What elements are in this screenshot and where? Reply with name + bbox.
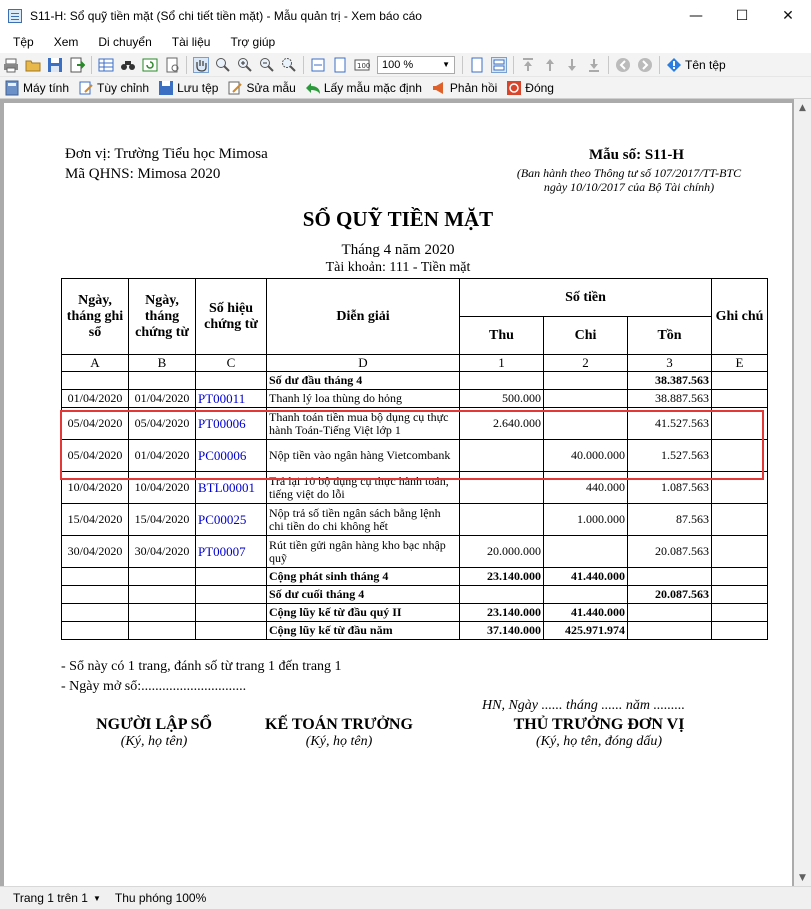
row-description: Nộp tiền vào ngân hàng Vietcombank [267, 440, 460, 472]
next-page-icon[interactable] [564, 57, 580, 73]
header-amount: Số tiền [460, 279, 712, 317]
zoom-icon[interactable] [215, 57, 231, 73]
month-total-income: 23.140.000 [460, 568, 544, 586]
row-date: 10/04/2020 [62, 472, 129, 504]
head-title: THỦ TRƯỞNG ĐƠN VỊ [513, 716, 685, 733]
table-row [62, 390, 768, 408]
edit-template-label: Sửa mẫu [246, 80, 296, 95]
default-template-button[interactable] [301, 78, 427, 98]
vertical-scrollbar[interactable] [794, 99, 811, 886]
footnote-pages: - Sổ này có 1 trang, đánh số từ trang 1 đến trang 1 [61, 659, 342, 674]
report-page [4, 103, 792, 886]
table-row [62, 536, 768, 568]
row-expense [544, 390, 628, 408]
table-row [62, 440, 768, 472]
calculator-icon [4, 80, 20, 96]
row-voucher-date: 30/04/2020 [129, 536, 196, 568]
default-template-label: Lấy mẫu mặc định [323, 80, 422, 95]
title-bar [0, 0, 811, 31]
row-voucher-date: 10/04/2020 [129, 472, 196, 504]
month-total-expense: 41.440.000 [544, 568, 628, 586]
prev-page-icon[interactable] [542, 57, 558, 73]
header-date-voucher: Ngày, tháng chứng từ [129, 279, 196, 355]
column-codes-row [62, 355, 768, 372]
year-total-expense: 425.971.974 [544, 622, 628, 640]
header-description: Diễn giải [267, 279, 460, 355]
svg-text:100: 100 [357, 61, 370, 70]
head-note: (Ký, họ tên, đóng dấu) [536, 734, 662, 749]
feedback-button[interactable] [427, 78, 502, 98]
header-income: Thu [460, 317, 544, 355]
table-icon[interactable] [98, 57, 114, 73]
col-code: D [267, 355, 460, 372]
save-file-button[interactable] [154, 78, 223, 98]
page-indicator[interactable]: Trang 1 trên 1 [13, 891, 88, 905]
report-account: Tài khoản: 111 - Tiền mặt [325, 260, 471, 275]
qhns-code: Mã QHNS: Mimosa 2020 [65, 166, 221, 182]
row-description: Thanh toán tiền mua bộ dụng cụ thực hành Toán-Tiếng Việt lớp 1 [267, 408, 460, 440]
header-expense: Chi [544, 317, 628, 355]
scroll-up-icon[interactable]: ▲ [799, 102, 806, 113]
whole-page-icon[interactable] [332, 57, 348, 73]
first-page-icon[interactable] [520, 57, 536, 73]
report-period: Tháng 4 năm 2020 [341, 242, 455, 258]
row-expense: 40.000.000 [544, 440, 628, 472]
row-expense: 1.000.000 [544, 504, 628, 536]
closing-label: Số dư cuối tháng 4 [267, 586, 460, 604]
form-info [494, 144, 764, 194]
row-balance: 1.527.563 [628, 440, 712, 472]
zoom-area-icon[interactable] [281, 57, 297, 73]
file-name-label[interactable]: Tên tệp [685, 57, 726, 72]
row-description: Trả lại 10 bộ dụng cụ thực hành toán, tiếng việt do lỗi [267, 472, 460, 504]
col-code: B [129, 355, 196, 372]
report-viewer[interactable] [0, 99, 811, 886]
col-code: C [196, 355, 267, 372]
floppy-icon [158, 80, 174, 96]
actual-size-icon[interactable] [354, 57, 370, 73]
menu-bar [0, 31, 811, 53]
close-button[interactable]: ✕ [782, 7, 794, 24]
preparer-title: NGƯỜI LẬP SỔ [96, 716, 212, 733]
calculator-button[interactable] [0, 78, 74, 98]
table-row [62, 504, 768, 536]
zoom-indicator: Thu phóng 100% [114, 891, 207, 905]
header-date-record: Ngày, tháng ghi sổ [62, 279, 129, 355]
save-icon[interactable] [47, 57, 63, 73]
row-description: Nộp trả số tiền ngân sách bằng lệnh chi tiền do chi không hết [267, 504, 460, 536]
row-voucher-date: 05/04/2020 [129, 408, 196, 440]
row-income: 20.000.000 [460, 536, 544, 568]
open-icon[interactable] [25, 57, 41, 73]
find-icon[interactable] [120, 57, 136, 73]
accountant-note: (Ký, họ tên) [305, 734, 373, 749]
row-income [460, 472, 544, 504]
row-date: 15/04/2020 [62, 504, 129, 536]
edit-template-icon [227, 80, 243, 96]
hand-icon[interactable] [193, 57, 209, 73]
row-voucher-date: 15/04/2020 [129, 504, 196, 536]
quarter-total-row [62, 604, 768, 622]
zoom-in-icon[interactable] [237, 57, 253, 73]
menu-help[interactable]: Trợ giúp [230, 35, 276, 49]
quarter-total-expense: 41.440.000 [544, 604, 628, 622]
undo-arrow-icon [305, 80, 321, 96]
window-controls [673, 0, 811, 31]
action-toolbar [0, 77, 811, 99]
report-title: SỔ QUỸ TIỀN MẶT [302, 207, 494, 231]
signature-date-line: HN, Ngày ...... tháng ...... năm ......... [482, 698, 685, 713]
col-code: 1 [460, 355, 544, 372]
header-balance: Tồn [628, 317, 712, 355]
row-income [460, 504, 544, 536]
form-number: Mẫu số: S11-H [588, 147, 684, 163]
last-page-icon[interactable] [586, 57, 602, 73]
voucher-link[interactable]: PT00007 [196, 536, 267, 568]
megaphone-icon [431, 80, 447, 96]
menu-view[interactable]: Xem [53, 35, 79, 49]
row-voucher-date: 01/04/2020 [129, 390, 196, 408]
closing-balance: 20.087.563 [628, 586, 712, 604]
form-note-2: ngày 10/10/2017 của Bộ Tài chính) [543, 180, 715, 194]
row-date: 05/04/2020 [62, 440, 129, 472]
unit-info [65, 144, 268, 184]
zoom-value: 100 % [382, 58, 414, 71]
chevron-down-icon: ▼ [442, 60, 450, 69]
single-page-icon[interactable] [469, 57, 485, 73]
status-bar [0, 886, 811, 909]
edit-template-button[interactable] [223, 78, 300, 98]
window-title: S11-H: Sổ quỹ tiền mặt (Sổ chi tiết tiền mặt) - Mẫu quản trị - Xem báo cáo [30, 8, 422, 23]
row-income: 2.640.000 [460, 408, 544, 440]
opening-balance-row [62, 372, 768, 390]
multi-page-icon[interactable] [491, 57, 507, 73]
voucher-link[interactable]: BTL00001 [196, 472, 267, 504]
file-name-icon[interactable] [666, 57, 682, 73]
close-report-label: Đóng [525, 80, 554, 95]
header-note: Ghi chú [712, 279, 768, 355]
close-report-button[interactable] [502, 78, 559, 98]
row-balance: 38.887.563 [628, 390, 712, 408]
page-dropdown-icon[interactable]: ▼ [92, 893, 101, 903]
row-balance: 20.087.563 [628, 536, 712, 568]
month-total-row [62, 568, 768, 586]
row-voucher-date: 01/04/2020 [129, 440, 196, 472]
row-balance: 87.563 [628, 504, 712, 536]
year-total-row [62, 622, 768, 640]
row-income: 500.000 [460, 390, 544, 408]
save-file-label: Lưu tệp [177, 80, 219, 95]
unit-name: Đơn vị: Trường Tiểu học Mimosa [65, 146, 268, 162]
year-total-label: Cộng lũy kế từ đầu năm [267, 622, 460, 640]
quarter-total-income: 23.140.000 [460, 604, 544, 622]
row-expense [544, 408, 628, 440]
row-date: 05/04/2020 [62, 408, 129, 440]
opening-balance: 38.387.563 [628, 372, 712, 390]
page-setup-icon[interactable] [164, 57, 180, 73]
feedback-label: Phản hồi [449, 80, 498, 95]
row-date: 30/04/2020 [62, 536, 129, 568]
year-total-income: 37.140.000 [460, 622, 544, 640]
row-expense [544, 536, 628, 568]
print-icon[interactable] [3, 57, 19, 73]
refresh-icon[interactable] [142, 57, 158, 73]
export-icon[interactable] [69, 57, 85, 73]
row-balance: 1.087.563 [628, 472, 712, 504]
table-row [62, 472, 768, 504]
opening-label: Số dư đầu tháng 4 [267, 372, 460, 390]
preparer-note: (Ký, họ tên) [120, 734, 188, 749]
menu-document[interactable]: Tài liệu [171, 35, 211, 49]
customize-button[interactable] [74, 78, 154, 98]
customize-icon [78, 80, 94, 96]
row-description: Thanh lý loa thùng do hỏng [267, 390, 460, 408]
row-expense: 440.000 [544, 472, 628, 504]
row-description: Rút tiền gửi ngân hàng kho bạc nhập quỹ [267, 536, 460, 568]
zoom-select[interactable] [377, 56, 455, 74]
forward-icon[interactable] [637, 57, 653, 73]
voucher-link[interactable]: PC00006 [196, 440, 267, 472]
back-icon[interactable] [615, 57, 631, 73]
footnote-open-date: - Ngày mở sổ:.............................. [61, 679, 247, 694]
accountant-title: KẾ TOÁN TRƯỞNG [265, 716, 413, 733]
voucher-link[interactable]: PT00006 [196, 408, 267, 440]
row-date: 01/04/2020 [62, 390, 129, 408]
signature-accountant [254, 716, 424, 750]
menu-navigate[interactable]: Di chuyển [98, 35, 152, 49]
menu-file[interactable]: Tệp [13, 35, 34, 49]
col-code: E [712, 355, 768, 372]
month-total-label: Cộng phát sinh tháng 4 [267, 568, 460, 586]
maximize-button[interactable]: ☐ [735, 7, 749, 24]
signature-preparer [84, 716, 224, 750]
header-voucher-no: Số hiệu chứng từ [196, 279, 267, 355]
page-width-icon[interactable] [310, 57, 326, 73]
minimize-button[interactable]: — [689, 7, 703, 24]
col-code: A [62, 355, 129, 372]
col-code: 2 [544, 355, 628, 372]
form-note-1: (Ban hành theo Thông tư số 107/2017/TT-BTC [516, 166, 742, 180]
main-toolbar [0, 53, 811, 77]
voucher-link[interactable]: PT00011 [196, 390, 267, 408]
quarter-total-label: Cộng lũy kế từ đầu quý II [267, 604, 460, 622]
close-report-icon [506, 80, 522, 96]
customize-label: Tùy chỉnh [97, 80, 150, 95]
col-code: 3 [628, 355, 712, 372]
row-balance: 41.527.563 [628, 408, 712, 440]
calculator-label: Máy tính [23, 80, 70, 95]
zoom-out-icon[interactable] [259, 57, 275, 73]
row-income [460, 440, 544, 472]
table-row [62, 408, 768, 440]
voucher-link[interactable]: PC00025 [196, 504, 267, 536]
report-app-icon [8, 9, 22, 23]
ledger-table [61, 278, 768, 640]
scroll-down-icon[interactable]: ▼ [799, 872, 806, 883]
closing-balance-row [62, 586, 768, 604]
signature-head [494, 716, 704, 750]
